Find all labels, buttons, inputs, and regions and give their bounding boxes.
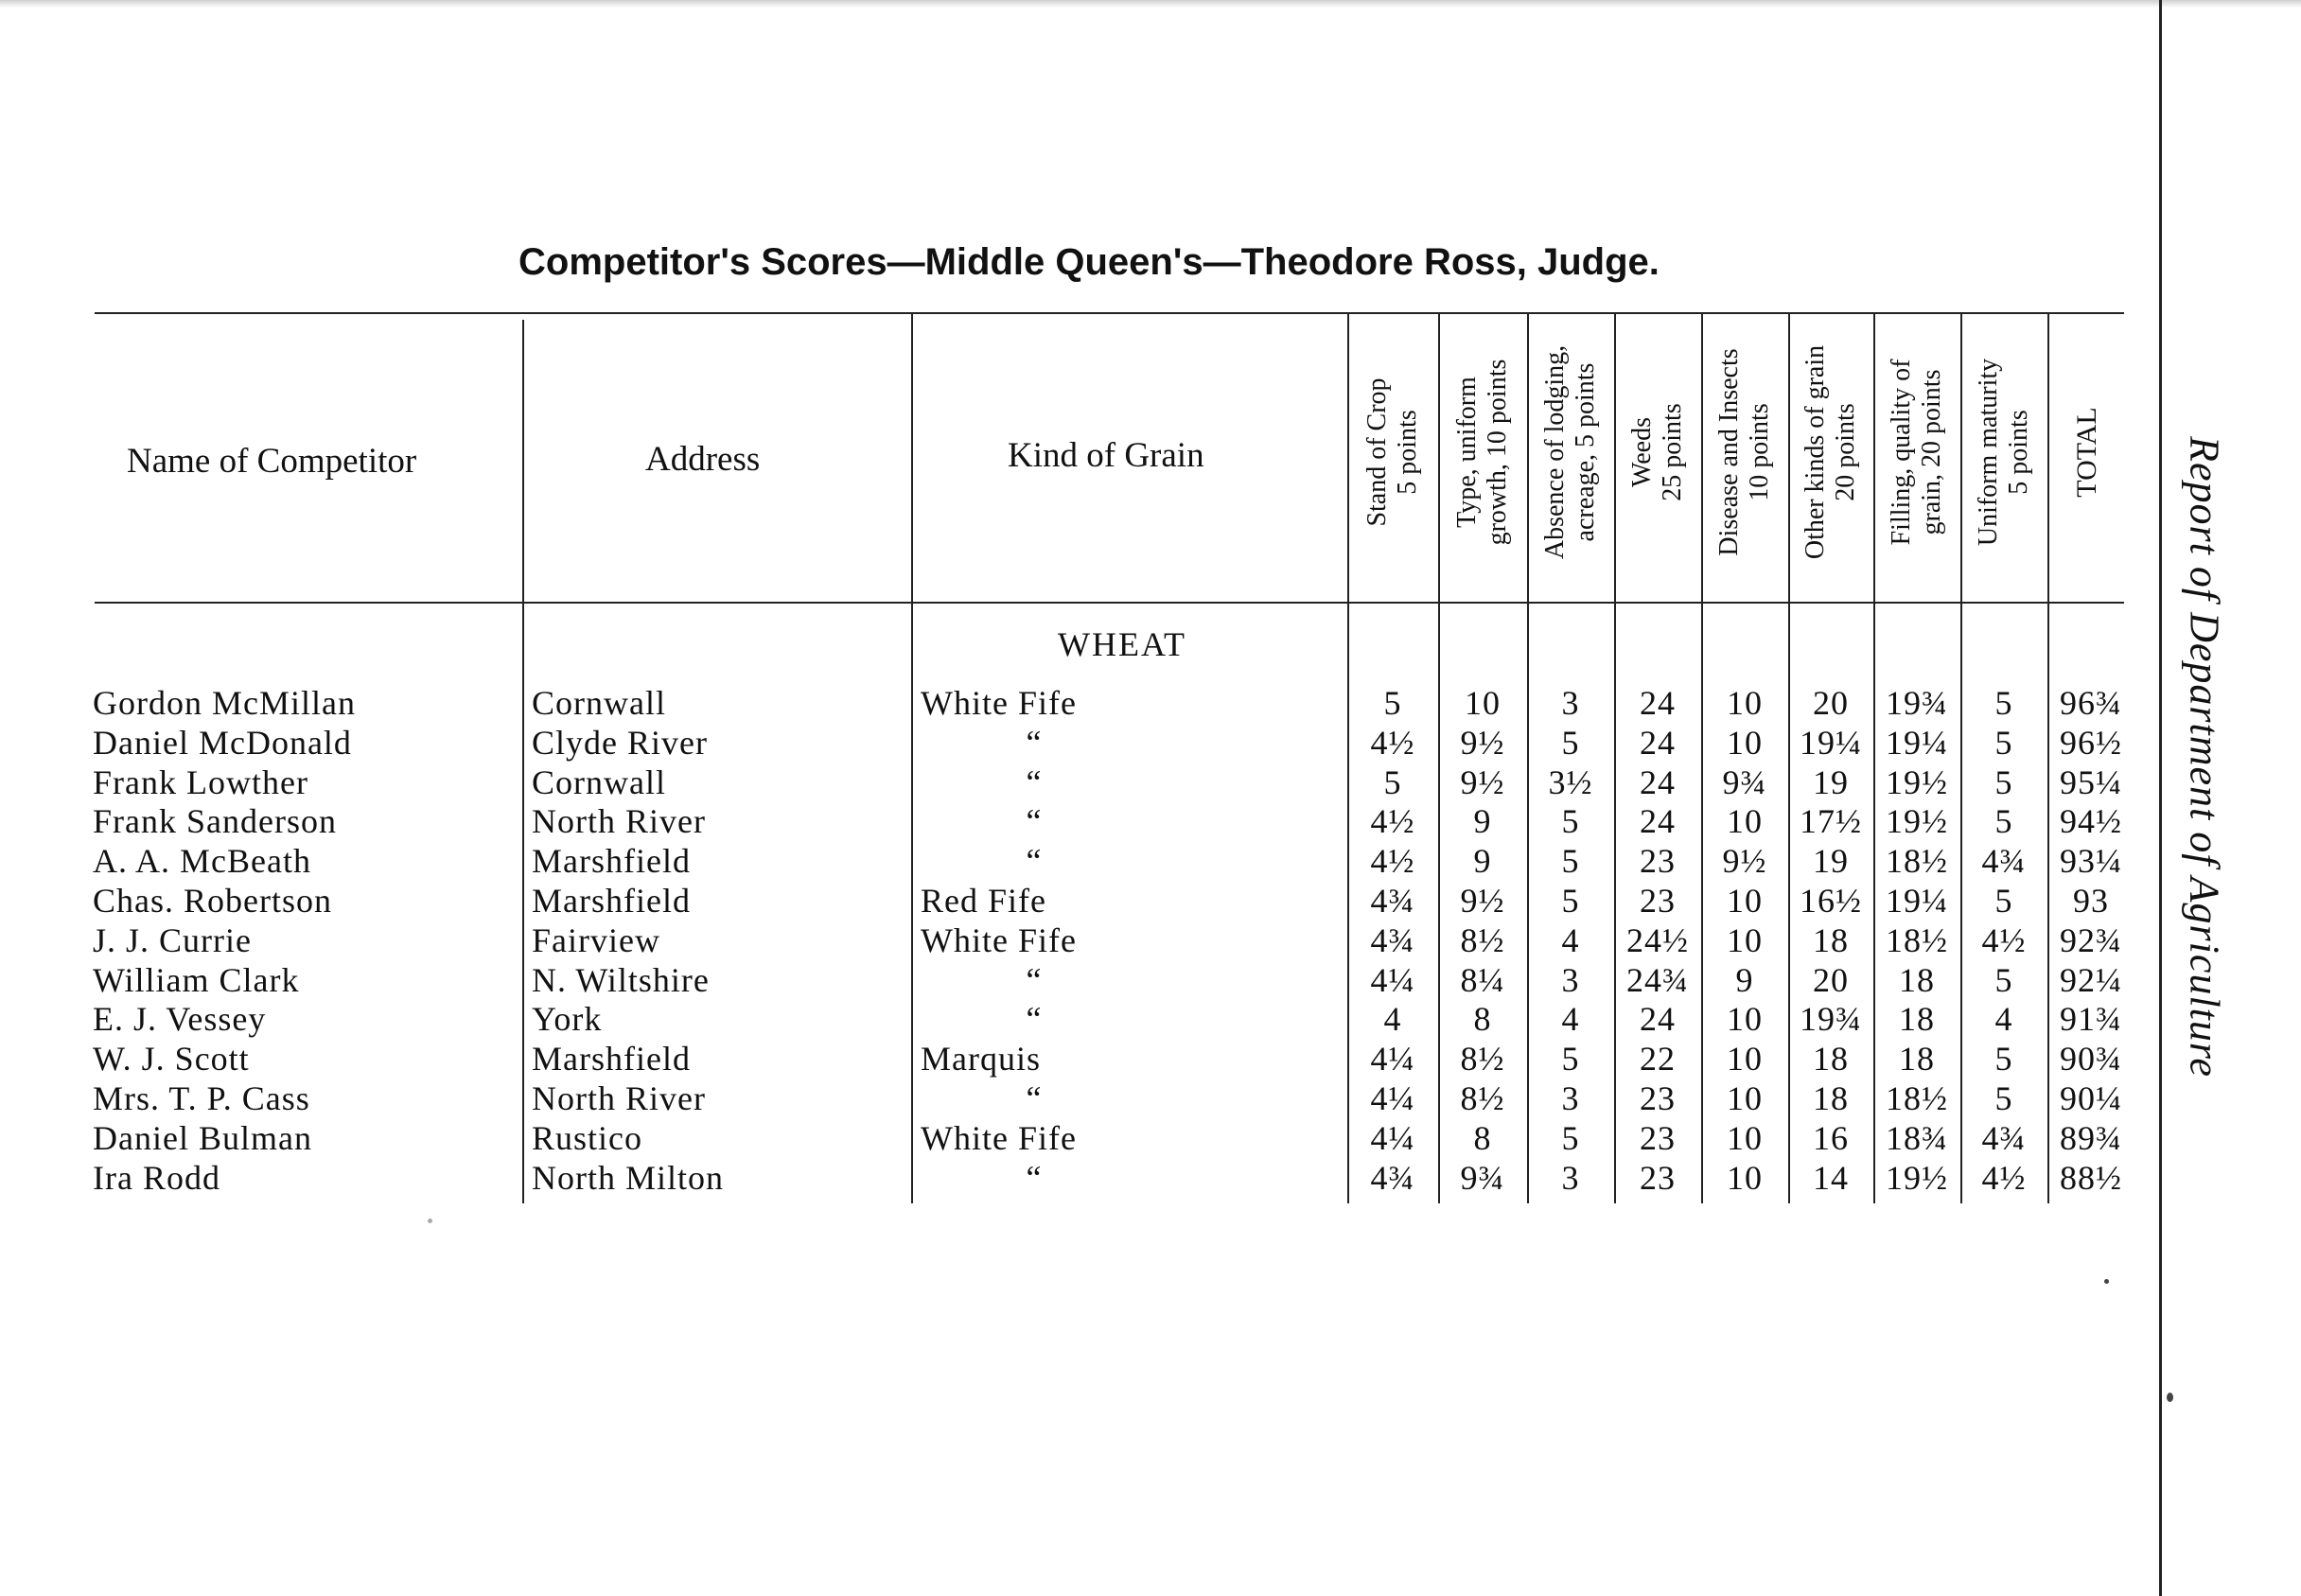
scan-speck (428, 1219, 432, 1223)
score-total: 90¾ (2060, 1040, 2122, 1079)
grain-kind: “ (1026, 1158, 1043, 1197)
score-other: 20 (1813, 960, 1849, 999)
score-type: 9 (1473, 842, 1492, 881)
score-filling: 18 (1899, 1000, 1935, 1039)
score-uniform: 4½ (1981, 921, 2027, 959)
score-total: 95¼ (2060, 763, 2122, 801)
score-absence: 5 (1561, 882, 1580, 920)
table-top-rule (95, 312, 2124, 314)
score-stand: 4½ (1370, 802, 1415, 841)
score-uniform: 5 (1994, 684, 2013, 722)
score-total: 96½ (2060, 723, 2122, 762)
table-row (0, 1118, 2176, 1158)
grain-kind: “ (1026, 763, 1043, 801)
score-other: 19 (1813, 763, 1849, 801)
score-total: 93¼ (2060, 842, 2122, 881)
grain-kind: “ (1026, 1000, 1043, 1039)
score-disease: 9½ (1722, 842, 1767, 881)
competitor-name: Mrs. T. P. Cass (93, 1079, 310, 1117)
score-uniform: 5 (1994, 882, 2013, 920)
competitor-address: Marshfield (532, 1040, 691, 1079)
score-weeds: 23 (1640, 1079, 1676, 1117)
score-absence: 5 (1561, 802, 1580, 841)
score-filling: 19¾ (1886, 684, 1948, 722)
score-uniform: 5 (1994, 723, 2013, 762)
score-disease: 10 (1727, 1118, 1763, 1157)
score-stand: 4¾ (1370, 1158, 1415, 1197)
score-uniform: 4½ (1981, 1158, 2027, 1197)
score-filling: 18 (1899, 960, 1935, 999)
score-total: 93 (2073, 882, 2109, 920)
competitor-address: Fairview (532, 921, 660, 959)
competitor-name: Frank Lowther (93, 763, 308, 801)
competitor-address: Marshfield (532, 882, 691, 920)
score-stand: 4½ (1370, 842, 1415, 881)
score-stand: 4¼ (1370, 960, 1415, 999)
header-kind: Kind of Grain (1008, 436, 1204, 475)
score-total: 94½ (2060, 802, 2122, 841)
score-disease: 10 (1727, 1079, 1763, 1117)
table-row (0, 1158, 2176, 1198)
score-weeds: 23 (1640, 882, 1676, 920)
score-absence: 3 (1561, 1079, 1580, 1117)
score-disease: 9 (1735, 960, 1754, 999)
score-absence: 3½ (1548, 763, 1593, 801)
score-weeds: 24 (1640, 763, 1676, 801)
grain-kind: Red Fife (921, 882, 1046, 920)
score-weeds: 23 (1640, 1158, 1676, 1197)
score-stand: 4¾ (1370, 921, 1415, 959)
table-row (0, 723, 2176, 763)
score-total: 90¼ (2060, 1079, 2122, 1117)
score-filling: 18¾ (1886, 1118, 1948, 1157)
score-total: 91¾ (2060, 1000, 2122, 1039)
score-other: 17½ (1800, 802, 1862, 841)
table-row (0, 801, 2176, 841)
competitor-address: Clyde River (532, 723, 708, 762)
score-weeds: 24 (1640, 1000, 1676, 1039)
score-other: 14 (1813, 1158, 1849, 1197)
scan-edge (0, 0, 2301, 8)
table-row (0, 763, 2176, 802)
score-uniform: 5 (1994, 1040, 2013, 1079)
competitor-address: North River (532, 802, 706, 841)
score-other: 18 (1813, 1040, 1849, 1079)
score-absence: 5 (1561, 1040, 1580, 1079)
scan-speck (2104, 1279, 2109, 1284)
score-stand: 5 (1383, 684, 1402, 722)
grain-kind: Marquis (921, 1040, 1041, 1079)
score-weeds: 24 (1640, 684, 1676, 722)
competitor-name: Gordon McMillan (93, 684, 356, 722)
score-absence: 5 (1561, 1118, 1580, 1157)
score-filling: 19½ (1886, 802, 1948, 841)
score-weeds: 24 (1640, 802, 1676, 841)
competitor-address: N. Wiltshire (532, 960, 710, 999)
table-row (0, 1039, 2176, 1079)
table-row (0, 683, 2176, 723)
scan-speck (2167, 1393, 2173, 1402)
table-row (0, 960, 2176, 1000)
score-stand: 4¼ (1370, 1040, 1415, 1079)
score-stand: 4¼ (1370, 1118, 1415, 1157)
score-uniform: 5 (1994, 802, 2013, 841)
score-other: 19¾ (1800, 1000, 1862, 1039)
score-stand: 4 (1383, 1000, 1402, 1039)
score-stand: 4¼ (1370, 1079, 1415, 1117)
grain-kind: “ (1026, 960, 1043, 999)
score-absence: 3 (1561, 1158, 1580, 1197)
table-row (0, 921, 2176, 960)
score-disease: 9¾ (1722, 763, 1767, 801)
score-other: 20 (1813, 684, 1849, 722)
competitor-name: Daniel McDonald (93, 723, 352, 762)
competitor-address: York (532, 1000, 603, 1039)
score-absence: 5 (1561, 842, 1580, 881)
score-type: 8 (1473, 1118, 1492, 1157)
score-type: 8½ (1460, 921, 1505, 959)
score-type: 9½ (1460, 882, 1505, 920)
score-filling: 18½ (1886, 1079, 1948, 1117)
header-name: Name of Competitor (127, 442, 417, 481)
score-other: 19 (1813, 842, 1849, 881)
score-total: 92¼ (2060, 960, 2122, 999)
section-label: WHEAT (1058, 625, 1186, 663)
score-other: 16 (1813, 1118, 1849, 1157)
score-type: 8½ (1460, 1040, 1505, 1079)
score-absence: 3 (1561, 684, 1580, 722)
competitor-name: William Clark (93, 960, 300, 999)
grain-kind: “ (1026, 802, 1043, 841)
competitor-address: North River (532, 1079, 706, 1117)
score-uniform: 4 (1994, 1000, 2013, 1039)
table-row (0, 1079, 2176, 1118)
grain-kind: “ (1026, 1079, 1043, 1117)
table-row (0, 999, 2176, 1039)
score-filling: 18 (1899, 1040, 1935, 1079)
table-row (0, 841, 2176, 881)
score-total: 96¾ (2060, 684, 2122, 722)
score-weeds: 24 (1640, 723, 1676, 762)
competitor-name: Ira Rodd (93, 1158, 220, 1197)
competitor-name: Chas. Robertson (93, 882, 332, 920)
score-filling: 19¼ (1886, 723, 1948, 762)
score-total: 88½ (2060, 1158, 2122, 1197)
score-type: 10 (1465, 684, 1501, 722)
score-weeds: 23 (1640, 1118, 1676, 1157)
score-type: 9 (1473, 802, 1492, 841)
header-address: Address (645, 440, 761, 479)
score-absence: 3 (1561, 960, 1580, 999)
grain-kind: “ (1026, 723, 1043, 762)
competitor-name: Frank Sanderson (93, 802, 337, 841)
grain-kind: White Fife (921, 1118, 1077, 1157)
score-disease: 10 (1727, 882, 1763, 920)
competitor-name: Daniel Bulman (93, 1118, 312, 1157)
competitor-address: North Milton (532, 1158, 725, 1197)
competitor-address: Cornwall (532, 763, 666, 801)
score-stand: 4¾ (1370, 882, 1415, 920)
score-other: 19¼ (1800, 723, 1862, 762)
score-uniform: 4¾ (1981, 1118, 2027, 1157)
header-bottom-rule (95, 602, 2124, 604)
grain-kind: “ (1026, 842, 1043, 881)
score-type: 9½ (1460, 763, 1505, 801)
score-disease: 10 (1727, 723, 1763, 762)
score-uniform: 4¾ (1981, 842, 2027, 881)
score-absence: 5 (1561, 723, 1580, 762)
score-filling: 19½ (1886, 1158, 1948, 1197)
score-total: 92¾ (2060, 921, 2122, 959)
score-other: 16½ (1800, 882, 1862, 920)
score-total: 89¾ (2060, 1118, 2122, 1157)
score-uniform: 5 (1994, 1079, 2013, 1117)
score-weeds: 24½ (1626, 921, 1689, 959)
competitor-name: W. J. Scott (93, 1040, 250, 1079)
score-filling: 19¼ (1886, 882, 1948, 920)
score-disease: 10 (1727, 1158, 1763, 1197)
score-disease: 10 (1727, 802, 1763, 841)
score-stand: 5 (1383, 763, 1402, 801)
competitor-address: Marshfield (532, 842, 691, 881)
score-filling: 18½ (1886, 921, 1948, 959)
score-type: 9¾ (1460, 1158, 1505, 1197)
competitor-name: E. J. Vessey (93, 1000, 267, 1039)
score-type: 8 (1473, 1000, 1492, 1039)
score-disease: 10 (1727, 1040, 1763, 1079)
score-uniform: 5 (1994, 960, 2013, 999)
grain-kind: White Fife (921, 921, 1077, 959)
score-absence: 4 (1561, 921, 1580, 959)
score-weeds: 24¾ (1626, 960, 1689, 999)
score-stand: 4½ (1370, 723, 1415, 762)
competitor-name: A. A. McBeath (93, 842, 311, 881)
score-disease: 10 (1727, 684, 1763, 722)
grain-kind: White Fife (921, 684, 1077, 722)
score-weeds: 22 (1640, 1040, 1676, 1079)
score-other: 18 (1813, 1079, 1849, 1117)
score-other: 18 (1813, 921, 1849, 959)
competitor-address: Cornwall (532, 684, 666, 722)
score-uniform: 5 (1994, 763, 2013, 801)
score-disease: 10 (1727, 921, 1763, 959)
score-disease: 10 (1727, 1000, 1763, 1039)
score-type: 8¼ (1460, 960, 1505, 999)
score-type: 9½ (1460, 723, 1505, 762)
score-absence: 4 (1561, 1000, 1580, 1039)
table-row (0, 881, 2176, 921)
competitor-address: Rustico (532, 1118, 643, 1157)
page-title: Competitor's Scores—Middle Queen's—Theodore Ross, Judge. (518, 241, 1660, 283)
score-weeds: 23 (1640, 842, 1676, 881)
score-filling: 19½ (1886, 763, 1948, 801)
competitor-name: J. J. Currie (93, 921, 252, 959)
score-type: 8½ (1460, 1079, 1505, 1117)
score-filling: 18½ (1886, 842, 1948, 881)
